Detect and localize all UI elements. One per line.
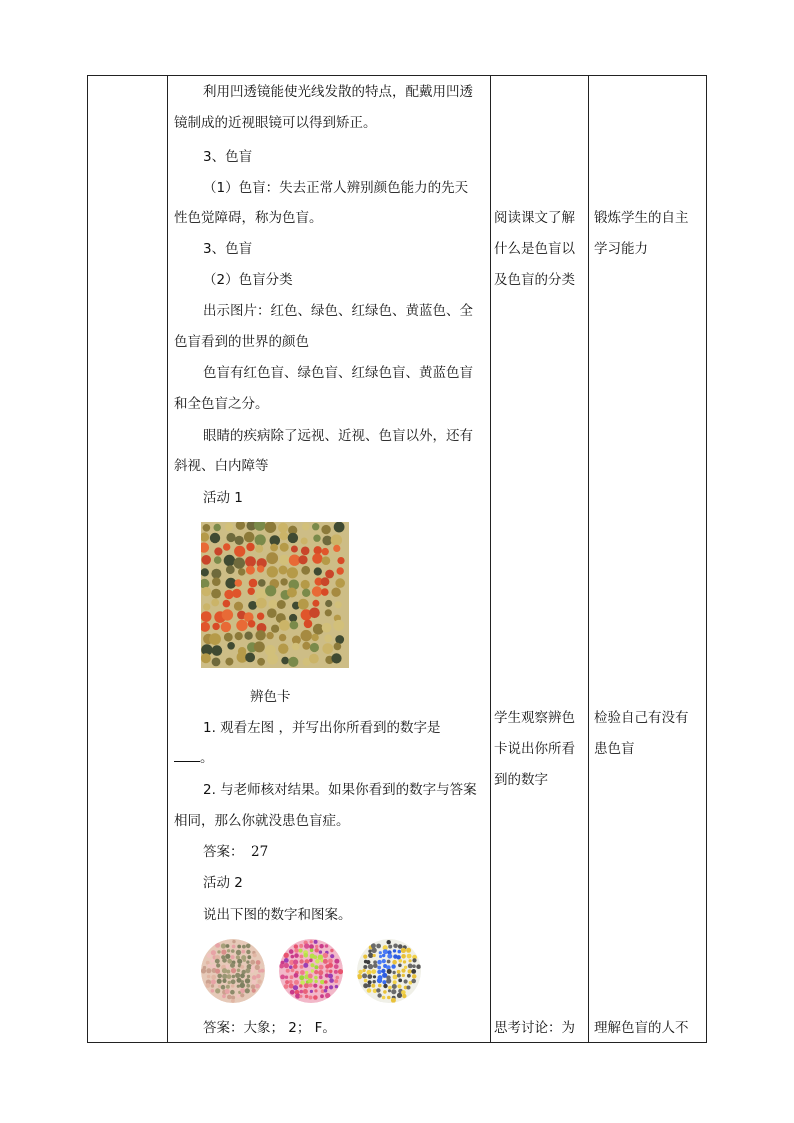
answer-blank xyxy=(174,749,200,762)
paragraph-types-cont: 和全色盲之分。 xyxy=(174,396,269,412)
question-2-cont: 相同，那么你就没患色盲症。 xyxy=(174,813,350,829)
question-2: 2. 与老师核对结果。如果你看到的数字与答案 xyxy=(203,782,477,798)
paragraph-concave-lens-cont: 镜制成的近视眼镜可以得到矫正。 xyxy=(174,115,377,131)
definition-color-blindness: （1）色盲：失去正常人辨别颜色能力的先天 xyxy=(203,180,469,196)
color-test-plate-f xyxy=(357,939,421,1003)
student-activity-2-cont: 卡说出你所看 xyxy=(494,741,575,757)
student-activity-1-cont: 什么是色盲以 xyxy=(494,241,575,257)
activity-2-label: 活动 2 xyxy=(203,875,243,891)
student-activity-3: 思考讨论：为 xyxy=(494,1020,575,1036)
paragraph-types: 色盲有红色盲、绿色盲、红绿色盲、黄蓝色盲 xyxy=(203,365,473,381)
answer-1-label: 答案： xyxy=(203,844,244,860)
section-heading-color-blindness-2: 3、色盲 xyxy=(203,241,253,257)
paragraph-show-pictures-cont: 色盲看到的世界的颜色 xyxy=(174,334,309,350)
student-activity-2: 学生观察辨色 xyxy=(494,710,575,726)
design-purpose-2: 检验自己有没有 xyxy=(594,710,689,726)
color-test-plate-elephant xyxy=(201,939,265,1003)
design-purpose-2-cont: 患色盲 xyxy=(594,741,635,757)
column-divider-2 xyxy=(490,76,491,1042)
answer-2: 答案：大象； 2； F。 xyxy=(203,1020,336,1036)
paragraph-show-pictures: 出示图片：红色、绿色、红绿色、黄蓝色、全 xyxy=(203,303,473,319)
paragraph-concave-lens: 利用凹透镜能使光线发散的特点，配戴用凹透 xyxy=(203,84,473,100)
design-purpose-3: 理解色盲的人不 xyxy=(594,1020,689,1036)
paragraph-eye-diseases: 眼睛的疾病除了远视、近视、色盲以外，还有 xyxy=(203,428,473,444)
color-test-plate-27 xyxy=(201,522,349,668)
student-activity-1: 阅读课文了解 xyxy=(494,210,575,226)
student-activity-2-cont2: 到的数字 xyxy=(494,772,548,788)
definition-color-blindness-cont: 性色觉障碍，称为色盲。 xyxy=(174,210,323,226)
paragraph-eye-diseases-cont: 斜视、白内障等 xyxy=(174,458,269,474)
color-test-plate-2 xyxy=(279,939,343,1003)
column-divider-1 xyxy=(167,76,168,1042)
answer-1-value: 27 xyxy=(251,844,269,860)
question-1-cont: 。 xyxy=(174,749,214,767)
subheading-classification: （2）色盲分类 xyxy=(203,272,293,288)
question-1: 1. 观看左图 ，并写出你所看到的数字是 xyxy=(203,720,441,736)
section-heading-color-blindness: 3、色盲 xyxy=(203,149,253,165)
plate-caption: 辨色卡 xyxy=(250,689,291,705)
activity-2-prompt: 说出下图的数字和图案。 xyxy=(203,907,352,923)
design-purpose-1-cont: 学习能力 xyxy=(594,241,648,257)
design-purpose-1: 锻炼学生的自主 xyxy=(594,210,689,226)
student-activity-1-cont2: 及色盲的分类 xyxy=(494,272,575,288)
column-divider-3 xyxy=(588,76,589,1042)
activity-1-label: 活动 1 xyxy=(203,490,243,506)
